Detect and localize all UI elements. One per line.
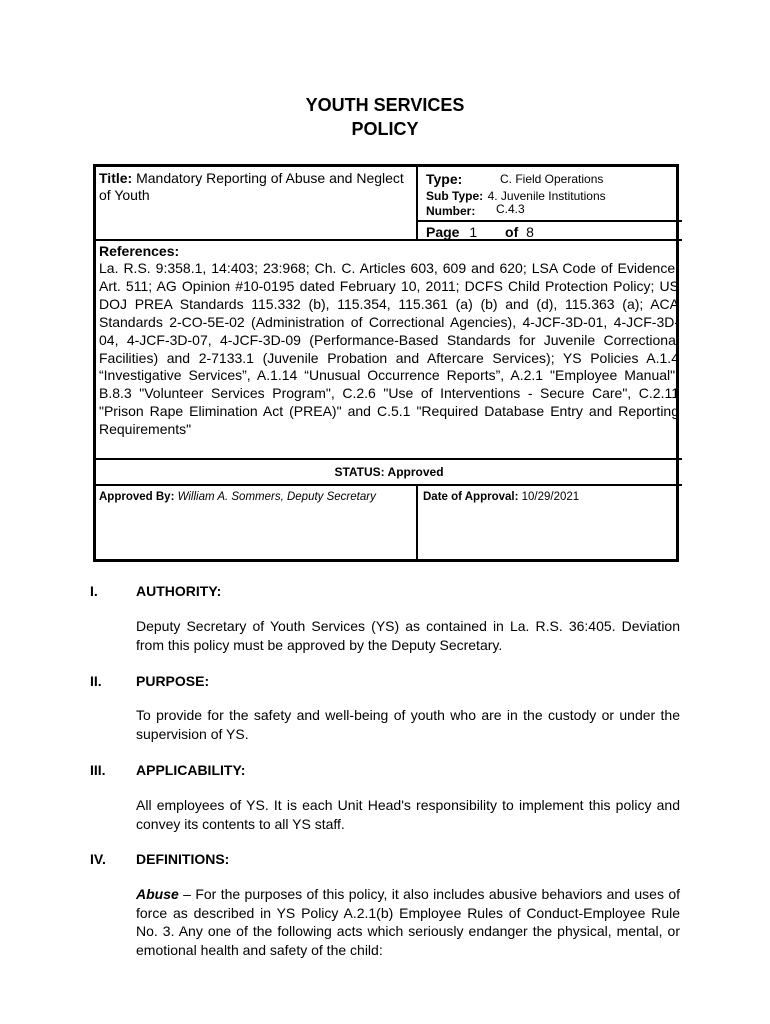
title-label: Title: [99, 170, 133, 186]
approval-date-label: Date of Approval: [423, 491, 519, 503]
approved-by-label: Approved By: [99, 491, 175, 503]
section-heading: APPLICABILITY: [136, 762, 246, 778]
section-number: I. [90, 583, 98, 599]
title-line-2: POLICY [351, 119, 419, 139]
divider-status-approval [96, 484, 682, 486]
references-cell [99, 243, 679, 439]
section-heading: DEFINITIONS: [136, 851, 230, 867]
number-label: Number: [426, 204, 476, 218]
title-cell [99, 170, 411, 204]
approval-date-cell [423, 490, 678, 505]
abuse-term: Abuse [136, 886, 179, 902]
section-number: IV. [90, 851, 106, 867]
type-value: C. Field Operations [500, 172, 604, 186]
title-value: Mandatory Reporting of Abuse and Neglect of Youth [99, 170, 404, 203]
references-label: References: [99, 243, 180, 259]
section-body: To provide for the safety and well-being of youth who are in the custody or under the supervision of YS. [136, 707, 680, 742]
section-number: II. [90, 673, 102, 689]
divider-approver-date [416, 484, 418, 562]
type-label: Type: [426, 171, 463, 187]
approved-by-value: William A. Sommers, Deputy Secretary [177, 491, 376, 503]
status-cell [96, 465, 682, 480]
abuse-definition-text: – For the purposes of this policy, it also includes abusive behaviors and uses of force as described in YS Policy A.2.1(b) Employee Rules of Conduct-Employee Rule No. 3. Any one of the following acts which seriously endanger the physical, mental, or emotional health and safety of the child: [136, 886, 680, 958]
title-line-1: YOUTH SERVICES [305, 95, 465, 115]
page-current: 1 [469, 224, 478, 240]
document-title [0, 93, 770, 141]
subtype-value: 4. Juvenile Institutions [487, 189, 606, 203]
divider-type-page [416, 220, 682, 222]
section-heading: AUTHORITY: [136, 583, 222, 599]
number-value: C.4.3 [496, 202, 525, 216]
section-body: Deputy Secretary of Youth Services (YS) as contained in La. R.S. 36:405. Deviation from this policy must be approved by the Deputy Secretary. [136, 618, 680, 653]
status-value: Approved [387, 465, 444, 479]
page-cell [426, 224, 676, 240]
status-label: STATUS: [334, 465, 385, 479]
subtype-label: Sub Type: [426, 189, 484, 203]
references-text: La. R.S. 9:358.1, 14:403; 23:968; Ch. C. Articles 603, 609 and 620; LSA Code of Evidence; Art. 511; AG Opinion #10-0195 dated February 10, 2011; DCFS Child Protection Policy; US DOJ PREA Standards 115.332 (b), 115.354, 115.361 (a) (b) and (d), 115.363 (a); ACA Standards 2-CO-5E-02 (Administration of Correctional Agencies), 4-JCF-3D-01, 4-JCF-3D-04, 4-JCF-3D-07, 4-JCF-3D-09 (Performance-Based Standards for Juvenile Correctional Facilities) and 2-7133.1 (Juvenile Probation and Aftercare Services); YS Policies A.1.4 “Investigative Services”, A.1.14 “Unusual Occurrence Reports”, A.2.1 "Employee Manual", B.8.3 "Volunteer Services Program", C.2.6 "Use of Interventions - Secure Care", C.2.11 "Prison Rape Elimination Act (PREA)" and C.5.1 "Required Database Entry and Reporting Requirements" [99, 260, 679, 438]
page-total: 8 [526, 224, 534, 240]
approved-by-cell [99, 490, 414, 505]
type-cell [426, 171, 676, 217]
page-label: Page [426, 224, 460, 240]
section-heading: PURPOSE: [136, 673, 210, 689]
policy-info-table [93, 164, 679, 562]
divider-title-type [416, 167, 418, 240]
page-of-label: of [505, 224, 519, 240]
divider-references-status [96, 458, 682, 460]
section-body: All employees of YS. It is each Unit Head's responsibility to implement this policy and convey its contents to all YS staff. [136, 797, 680, 832]
approval-date-value: 10/29/2021 [521, 491, 580, 503]
section-number: III. [90, 762, 106, 778]
abuse-definition [136, 885, 680, 959]
